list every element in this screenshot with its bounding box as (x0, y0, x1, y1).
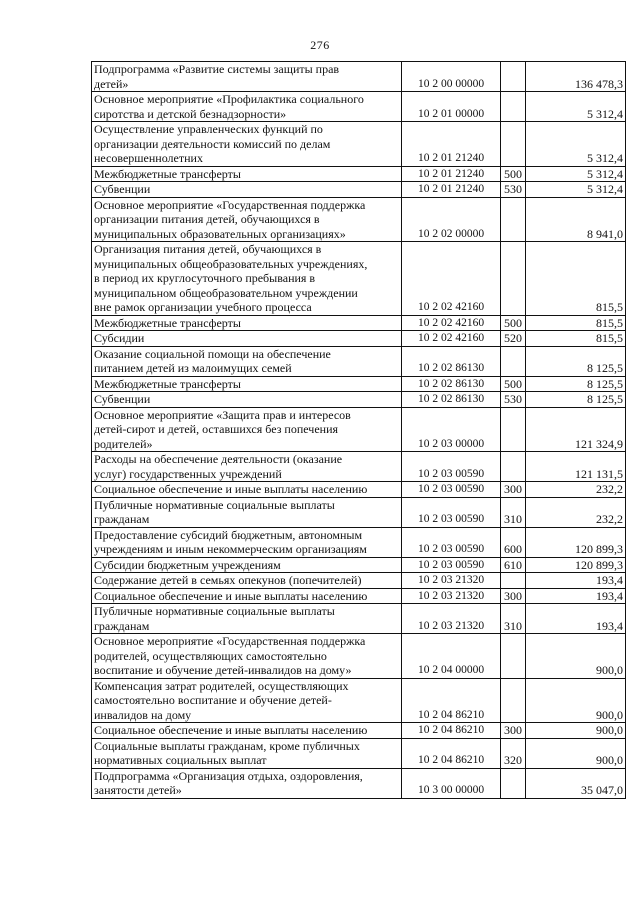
cell-type (501, 92, 526, 122)
cell-code: 10 2 02 42160 (402, 242, 501, 316)
cell-name: Публичные нормативные социальные выплаты гражданам (92, 497, 402, 527)
cell-type: 500 (501, 166, 526, 182)
cell-type: 520 (501, 331, 526, 347)
cell-type: 300 (501, 482, 526, 498)
cell-amount: 121 324,9 (526, 407, 626, 452)
cell-code: 10 2 02 00000 (402, 197, 501, 242)
cell-type: 600 (501, 527, 526, 557)
cell-code: 10 2 03 00590 (402, 527, 501, 557)
cell-name: Субсидии бюджетным учреждениям (92, 557, 402, 573)
table-row (92, 392, 626, 408)
cell-name: Осуществление управленческих функций по организации деятельности комиссий по делам несовершеннолетних (92, 122, 402, 167)
cell-type (501, 346, 526, 376)
cell-name: Социальное обеспечение и иные выплаты населению (92, 588, 402, 604)
cell-type: 320 (501, 738, 526, 768)
cell-name: Организация питания детей, обучающихся в муниципальных общеобразовательных учреждениях, в период их круглосуточного пребывания в муниципальном общеобразовательном учреждении вне рамок организации учебного процесса (92, 242, 402, 316)
cell-amount: 815,5 (526, 331, 626, 347)
cell-type: 310 (501, 604, 526, 634)
cell-type: 310 (501, 497, 526, 527)
cell-name: Социальные выплаты гражданам, кроме публичных нормативных социальных выплат (92, 738, 402, 768)
cell-amount: 136 478,3 (526, 62, 626, 92)
table-row (92, 166, 626, 182)
cell-type (501, 573, 526, 589)
cell-name: Межбюджетные трансферты (92, 376, 402, 392)
cell-amount: 8 125,5 (526, 346, 626, 376)
table-row (92, 452, 626, 482)
cell-code: 10 2 04 86210 (402, 678, 501, 723)
cell-name: Социальное обеспечение и иные выплаты населению (92, 482, 402, 498)
cell-amount: 8 125,5 (526, 376, 626, 392)
table-row (92, 527, 626, 557)
cell-amount: 815,5 (526, 315, 626, 331)
cell-name: Содержание детей в семьях опекунов (попечителей) (92, 573, 402, 589)
budget-table (91, 61, 626, 799)
cell-name: Субсидии (92, 331, 402, 347)
cell-amount: 900,0 (526, 723, 626, 739)
budget-table-body (92, 62, 626, 799)
cell-amount: 193,4 (526, 604, 626, 634)
cell-type (501, 242, 526, 316)
cell-amount: 815,5 (526, 242, 626, 316)
cell-code: 10 2 02 86130 (402, 346, 501, 376)
cell-name: Основное мероприятие «Государственная поддержка организации питания детей, обучающихся в муниципальных образовательных организациях» (92, 197, 402, 242)
table-row (92, 573, 626, 589)
cell-name: Предоставление субсидий бюджетным, автономным учреждениям и иным некоммерческим организациям (92, 527, 402, 557)
cell-name: Основное мероприятие «Защита прав и интересов детей-сирот и детей, оставшихся без попечения родителей» (92, 407, 402, 452)
cell-amount: 900,0 (526, 738, 626, 768)
cell-type: 500 (501, 315, 526, 331)
cell-type (501, 634, 526, 679)
cell-type: 300 (501, 588, 526, 604)
cell-type (501, 62, 526, 92)
cell-type (501, 122, 526, 167)
table-row (92, 197, 626, 242)
cell-name: Подпрограмма «Развитие системы защиты прав детей» (92, 62, 402, 92)
cell-name: Оказание социальной помощи на обеспечение питанием детей из малоимущих семей (92, 346, 402, 376)
cell-amount: 8 125,5 (526, 392, 626, 408)
cell-code: 10 3 00 00000 (402, 768, 501, 798)
cell-code: 10 2 03 00590 (402, 497, 501, 527)
cell-type: 500 (501, 376, 526, 392)
cell-code: 10 2 02 86130 (402, 376, 501, 392)
table-row (92, 62, 626, 92)
table-row (92, 122, 626, 167)
table-row (92, 497, 626, 527)
cell-type (501, 197, 526, 242)
cell-amount: 120 899,3 (526, 527, 626, 557)
table-row (92, 482, 626, 498)
cell-type (501, 407, 526, 452)
cell-type: 530 (501, 392, 526, 408)
cell-amount: 900,0 (526, 678, 626, 723)
cell-type (501, 768, 526, 798)
table-row (92, 242, 626, 316)
table-row (92, 315, 626, 331)
cell-amount: 35 047,0 (526, 768, 626, 798)
cell-amount: 232,2 (526, 482, 626, 498)
cell-name: Субвенции (92, 182, 402, 198)
cell-code: 10 2 04 86210 (402, 723, 501, 739)
cell-amount: 5 312,4 (526, 166, 626, 182)
cell-code: 10 2 01 21240 (402, 122, 501, 167)
cell-name: Социальное обеспечение и иные выплаты населению (92, 723, 402, 739)
cell-name: Межбюджетные трансферты (92, 315, 402, 331)
table-row (92, 634, 626, 679)
cell-code: 10 2 00 00000 (402, 62, 501, 92)
cell-code: 10 2 03 21320 (402, 573, 501, 589)
cell-name: Основное мероприятие «Профилактика социального сиротства и детской безнадзорности» (92, 92, 402, 122)
cell-code: 10 2 01 21240 (402, 166, 501, 182)
cell-name: Основное мероприятие «Государственная поддержка родителей, осуществляющих самостоятельно воспитание и обучение детей-инвалидов на дому» (92, 634, 402, 679)
table-row (92, 407, 626, 452)
cell-name: Межбюджетные трансферты (92, 166, 402, 182)
cell-amount: 120 899,3 (526, 557, 626, 573)
cell-code: 10 2 03 21320 (402, 588, 501, 604)
cell-amount: 900,0 (526, 634, 626, 679)
cell-amount: 232,2 (526, 497, 626, 527)
cell-code: 10 2 03 00590 (402, 482, 501, 498)
cell-type: 610 (501, 557, 526, 573)
cell-code: 10 2 02 42160 (402, 315, 501, 331)
table-row (92, 557, 626, 573)
cell-amount: 5 312,4 (526, 92, 626, 122)
cell-code: 10 2 03 21320 (402, 604, 501, 634)
table-row (92, 738, 626, 768)
table-row (92, 92, 626, 122)
cell-name: Публичные нормативные социальные выплаты гражданам (92, 604, 402, 634)
cell-code: 10 2 02 42160 (402, 331, 501, 347)
cell-type (501, 452, 526, 482)
page-number: 276 (310, 38, 330, 52)
table-row (92, 346, 626, 376)
cell-amount: 121 131,5 (526, 452, 626, 482)
cell-type (501, 678, 526, 723)
table-row (92, 723, 626, 739)
cell-name: Подпрограмма «Организация отдыха, оздоровления, занятости детей» (92, 768, 402, 798)
cell-code: 10 2 03 00000 (402, 407, 501, 452)
table-row (92, 678, 626, 723)
cell-amount: 193,4 (526, 588, 626, 604)
table-row (92, 331, 626, 347)
cell-code: 10 2 04 86210 (402, 738, 501, 768)
cell-code: 10 2 02 86130 (402, 392, 501, 408)
cell-amount: 5 312,4 (526, 122, 626, 167)
cell-amount: 8 941,0 (526, 197, 626, 242)
table-row (92, 376, 626, 392)
cell-code: 10 2 01 00000 (402, 92, 501, 122)
table-row (92, 588, 626, 604)
cell-type: 530 (501, 182, 526, 198)
cell-code: 10 2 03 00590 (402, 452, 501, 482)
cell-amount: 193,4 (526, 573, 626, 589)
table-row (92, 768, 626, 798)
cell-type: 300 (501, 723, 526, 739)
table-row (92, 604, 626, 634)
table-row (92, 182, 626, 198)
cell-name: Субвенции (92, 392, 402, 408)
cell-amount: 5 312,4 (526, 182, 626, 198)
cell-code: 10 2 03 00590 (402, 557, 501, 573)
cell-name: Расходы на обеспечение деятельности (оказание услуг) государственных учреждений (92, 452, 402, 482)
cell-code: 10 2 04 00000 (402, 634, 501, 679)
cell-name: Компенсация затрат родителей, осуществляющих самостоятельно воспитание и обучение детей- инвалидов на дому (92, 678, 402, 723)
cell-code: 10 2 01 21240 (402, 182, 501, 198)
